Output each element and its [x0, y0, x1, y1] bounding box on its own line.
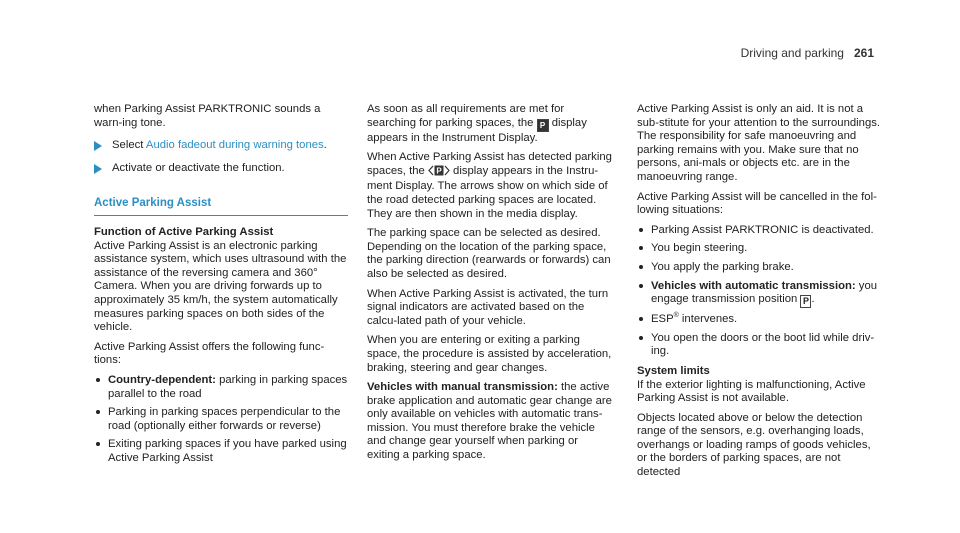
- bullet-icon: [96, 442, 100, 446]
- page-header: [741, 47, 874, 61]
- bullet-icon: [639, 317, 643, 321]
- step-suffix: .: [323, 139, 327, 152]
- step-text: Activate or deactivate the function.: [112, 161, 285, 174]
- parking-spaces-found-icon: [428, 165, 450, 181]
- bullet-icon: [96, 410, 100, 414]
- section-name: Driving and parking: [740, 46, 844, 60]
- list-item: [94, 374, 348, 401]
- item-text: Exiting parking spaces if you have parked using Active Parking Assist: [108, 438, 347, 464]
- item-text: You apply the parking brake.: [651, 260, 794, 273]
- list-item: [637, 261, 883, 275]
- paragraph: Active Parking Assist will be cancelled in the fol-lowing situations:: [637, 190, 877, 217]
- paragraph: [367, 151, 613, 221]
- paragraph: Active Parking Assist is only an aid. It is not a sub-stitute for your attention to the surroundings. The responsibility for safe manoeuvring and parking remains with you. Make sure that no persons, ani-mals or objects etc. are in the manoeuvring range.: [637, 103, 881, 183]
- paragraph: [367, 103, 613, 145]
- paragraph: When you are entering or exiting a parking space, the procedure is assisted by acceleration, braking, steering and gear changes.: [367, 334, 612, 374]
- item-text: You open the doors or the boot lid while driv-ing.: [651, 331, 875, 358]
- paragraph: If the exterior lighting is malfunctioning, Active Parking Assist is not available.: [637, 378, 866, 405]
- text: the active brake application and automatic gear change are only available on vehicles with automatic trans-mission. You must therefore brake the vehicle and change gear yourself when parking or exiting a parking space.: [367, 381, 612, 462]
- step-arrow-icon: [94, 164, 102, 174]
- gear-p-icon: P: [800, 295, 811, 308]
- text: As soon as all requirements are met for searching for parking spaces, the: [367, 103, 565, 129]
- text: display appears in the Instrument Display.: [367, 116, 587, 144]
- bullet-icon: [639, 246, 643, 250]
- subsection-title: System limits: [637, 364, 710, 377]
- bullet-icon: [639, 336, 643, 340]
- step-text: Select: [112, 139, 146, 152]
- item-text: Parking Assist PARKTRONIC is deactivated.: [651, 223, 874, 236]
- bullet-icon: [639, 265, 643, 269]
- functions-list: [94, 374, 348, 466]
- step-arrow-icon: [94, 141, 102, 151]
- text: display appears in the Instru-ment Display. The arrows show on which side of the road detected parking spaces are located. They are then shown in the media display.: [367, 164, 608, 220]
- item-text: you engage transmission position: [651, 279, 878, 306]
- item-lead: Vehicles with automatic transmission:: [651, 279, 856, 292]
- bullet-icon: [639, 228, 643, 232]
- list-item: [94, 438, 348, 465]
- list-item: [637, 224, 883, 238]
- subsection-title: Function of Active Parking Assist: [94, 225, 274, 238]
- paragraph: Objects located above or below the detection range of the sensors, e.g. overhanging loads, overhangs or loading ramps of goods vehicles, or the borders of parking spaces, are not detected: [637, 411, 871, 479]
- paragraph: [367, 381, 613, 463]
- svg-text:P: P: [436, 166, 442, 176]
- item-lead: Country-dependent:: [108, 373, 216, 386]
- audio-fadeout-link[interactable]: Audio fadeout during warning tones: [145, 139, 324, 152]
- item-lead: Vehicles with manual transmission:: [367, 381, 558, 394]
- bullet-icon: [96, 378, 100, 382]
- step-select: [94, 139, 348, 153]
- paragraph: Active Parking Assist offers the following func-tions:: [94, 340, 325, 367]
- registered-mark: ®: [673, 312, 679, 320]
- list-item: [637, 313, 883, 327]
- paragraph: The parking space can be selected as desired. Depending on the location of the parking space, the parking direction (rearwards or forwards) can also be selected as desired.: [367, 227, 611, 280]
- text: When Active Parking Assist has detected parking spaces, the: [367, 151, 612, 177]
- list-item: Vehicles with automatic transmission: you engage transmission position P .: [637, 280, 883, 309]
- item-text: You begin steering.: [651, 242, 748, 255]
- page-number: 261: [853, 46, 874, 60]
- bullet-icon: [639, 284, 643, 288]
- cancel-conditions-list: [637, 224, 883, 359]
- column-1: [94, 103, 348, 471]
- paragraph: When Active Parking Assist is activated, the turn signal indicators are activated based on the calcu-lated path of your vehicle.: [367, 287, 609, 327]
- item-text: ESP: [651, 313, 674, 326]
- item-text: Parking in parking spaces perpendicular to the road (optionally either forwards or reverse): [108, 406, 341, 432]
- column-3: [637, 103, 883, 486]
- section-title: Active Parking Assist: [94, 197, 348, 216]
- intro-text: when Parking Assist PARKTRONIC sounds a warn-ing tone.: [94, 103, 321, 129]
- item-text: intervenes.: [678, 313, 738, 326]
- column-2: [367, 103, 613, 469]
- parking-search-icon: P: [537, 119, 549, 132]
- paragraph: Active Parking Assist is an electronic parking assistance system, which uses ultrasound with the assistance of the reversing camera and 360° Camera. When you are driving forwards up to approximately 35 km/h, the system automatically measures parking spaces on both sides of the vehicle.: [94, 239, 347, 334]
- list-item: [94, 406, 348, 433]
- step-activate: [94, 162, 348, 176]
- list-item: [637, 332, 883, 359]
- item-text: parking in parking spaces parallel to the road: [108, 373, 348, 400]
- list-item: [637, 242, 883, 256]
